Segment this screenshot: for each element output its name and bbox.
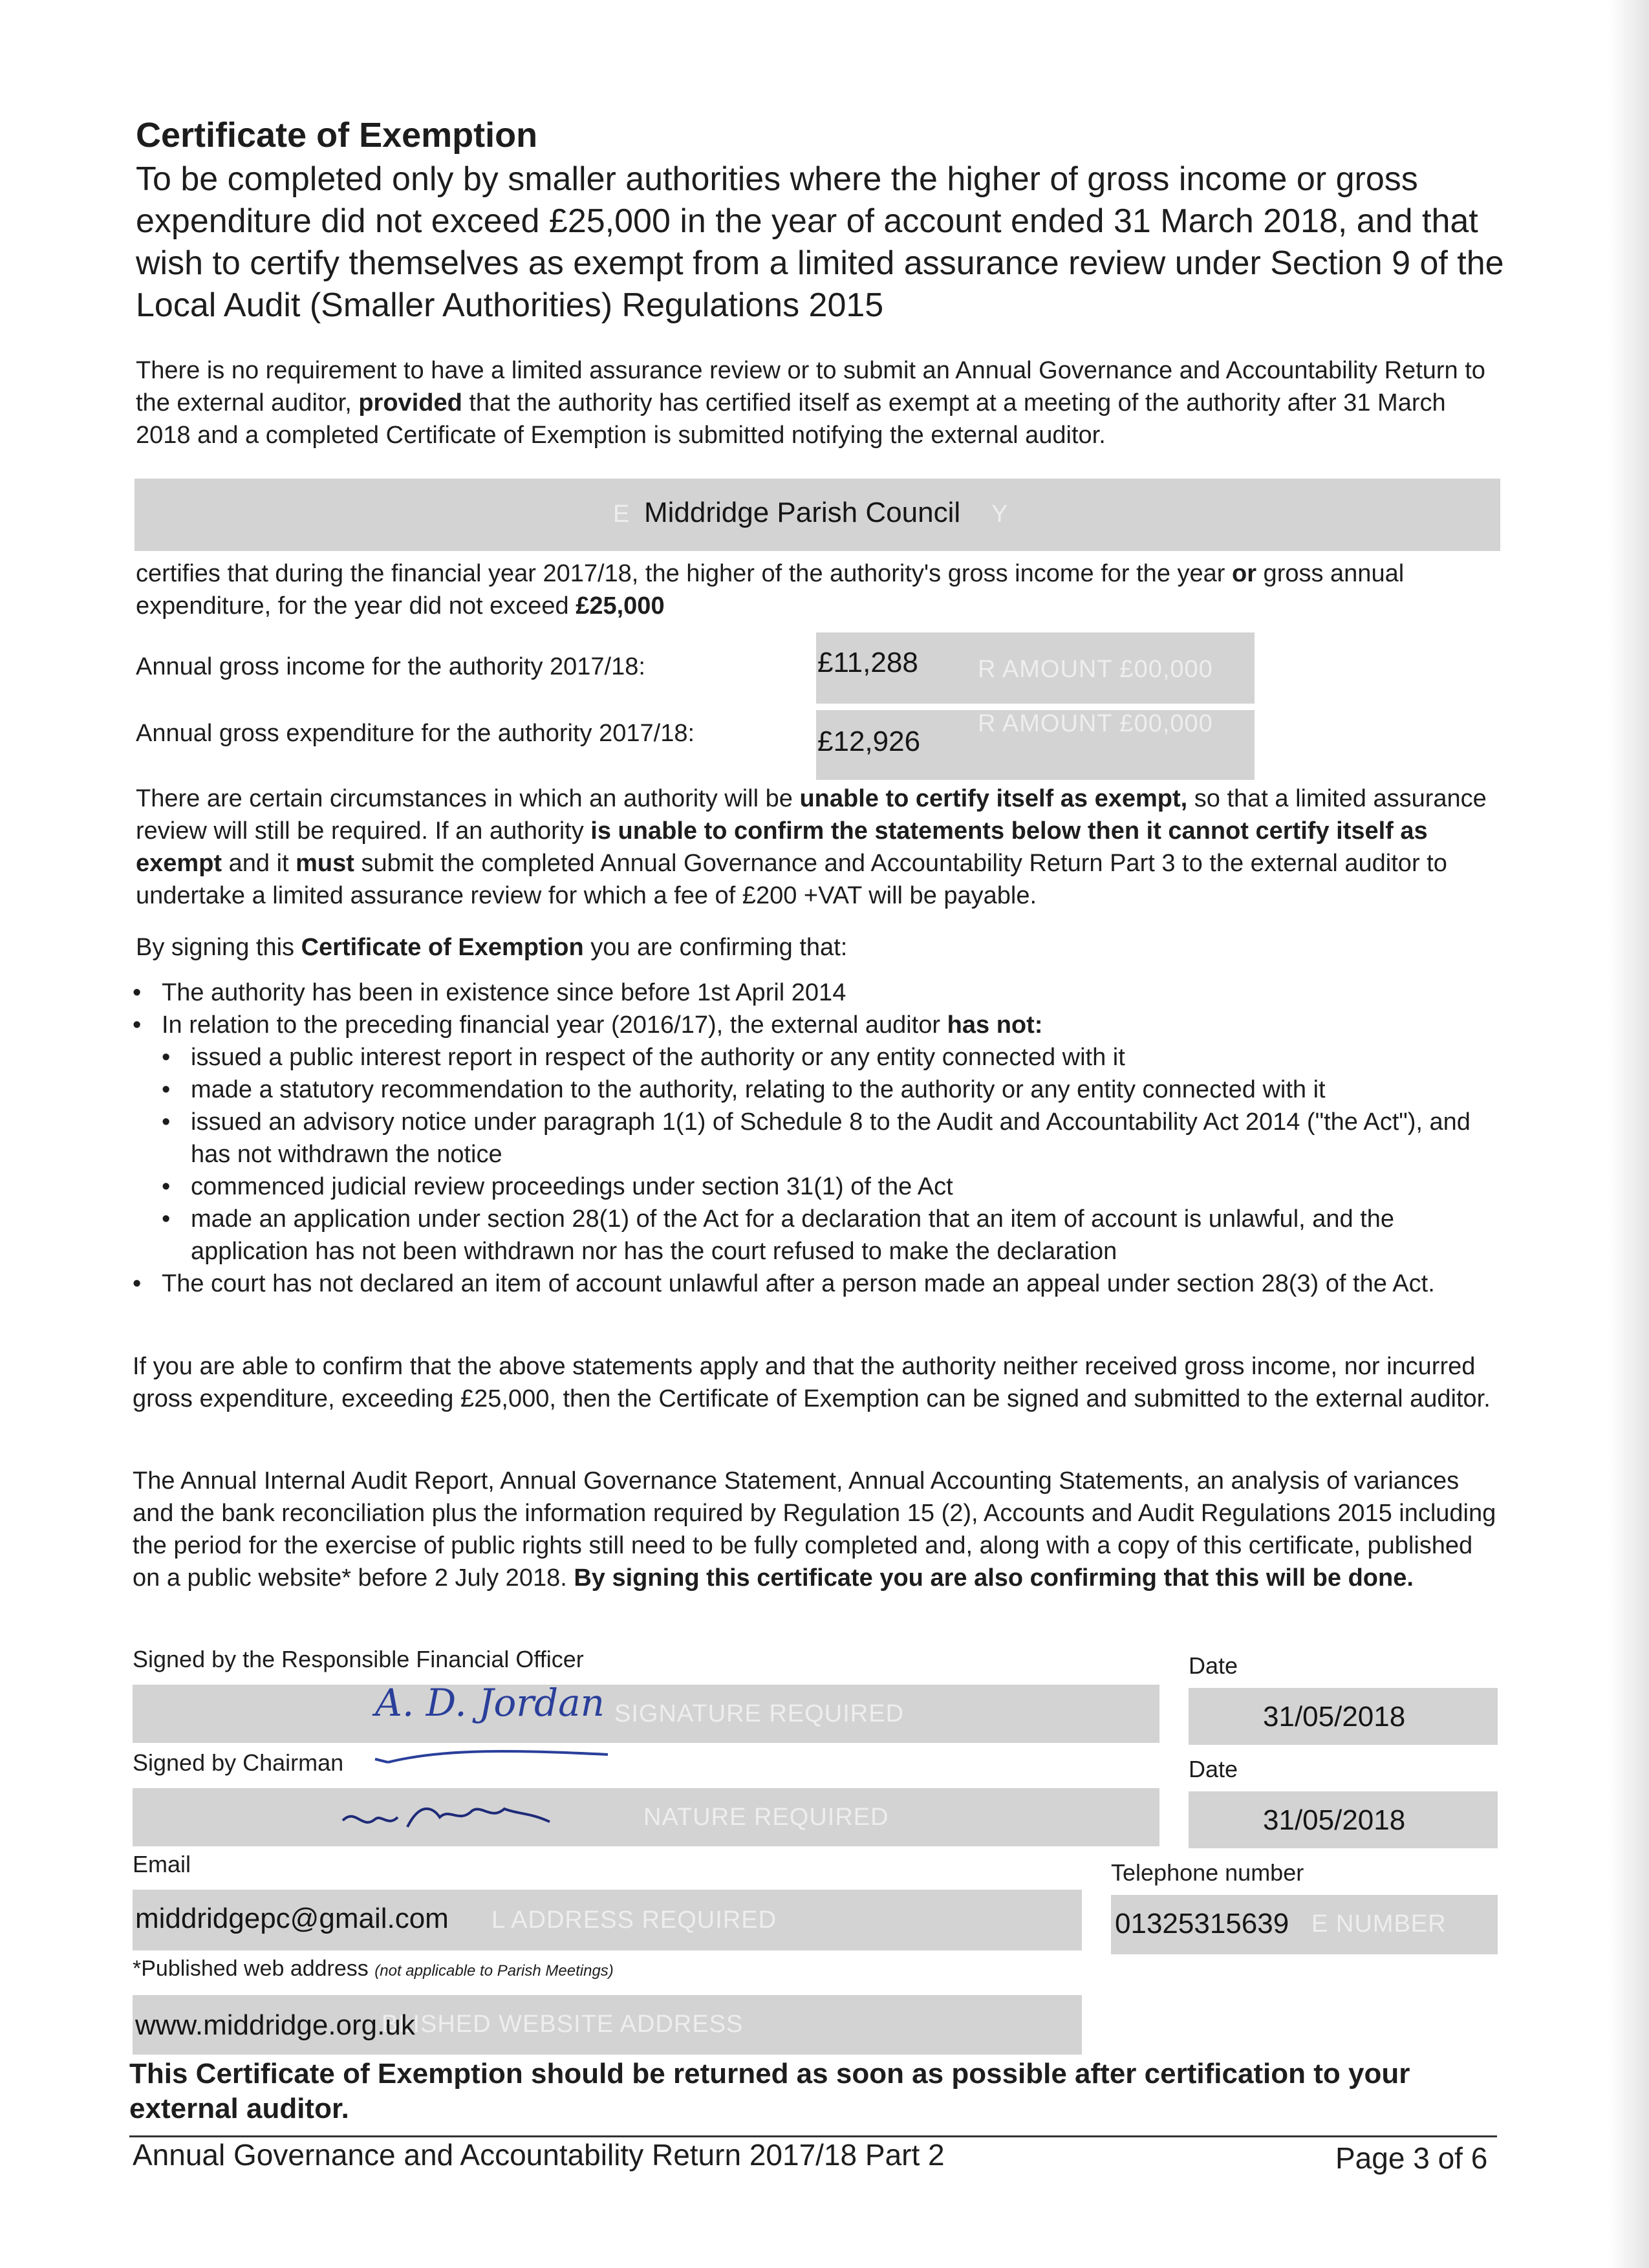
page-number: Page 3 of 6 <box>1335 2141 1488 2175</box>
scan-edge-shadow <box>1610 0 1649 2268</box>
telephone-placeholder: E NUMBER <box>1311 1910 1447 1938</box>
authority-placeholder-right: Y <box>991 501 1009 528</box>
footer-title: Annual Governance and Accountability Return 2017/18 Part 2 <box>133 2138 945 2172</box>
authority-name-field[interactable] <box>135 479 1500 551</box>
internal-audit-text: The Annual Internal Audit Report, Annual Governance Statement, Annual Accounting Statements, an analysis of variances and the bank reconciliation plus the information required by Regulation 15 (2), Accounts and Audit Regulations 2015 including the period for the exercise of public rights still need to be fully completed and, along with a copy of this certificate, published on a public website* before 2 July 2018. <box>133 1467 1496 1592</box>
expenditure-value: £12,926 <box>817 726 921 757</box>
income-label: Annual gross income for the authority 2017/18: <box>136 653 645 680</box>
sub-list-item: • made a statutory recommendation to the authority, relating to the authority or any entity connected with it <box>162 1074 1503 1106</box>
circumstances-text-3: and it <box>222 850 296 877</box>
email-field[interactable] <box>133 1890 1082 1950</box>
return-notice: This Certificate of Exemption should be returned as soon as possible after certification to your external auditor. <box>129 2058 1410 2124</box>
web-label <box>133 1956 614 1982</box>
telephone-field[interactable] <box>1111 1895 1498 1954</box>
chairman-date-value: 31/05/2018 <box>1263 1804 1406 1836</box>
internal-audit-bold: By signing this certificate you are also confirming that this will be done. <box>574 1564 1414 1592</box>
certifies-text-2: gross annual expenditure, for the year did not exceed <box>136 560 1405 620</box>
expenditure-placeholder: R AMOUNT £00,000 <box>978 710 1213 737</box>
circumstances-text-2: so that a limited assurance review will still be required. If an authority <box>136 785 1487 845</box>
certifies-bold-amount: £25,000 <box>576 592 665 620</box>
signing-text-1: By signing this <box>136 934 301 961</box>
web-address-placeholder: BLISHED WEBSITE ADDRESS <box>382 2011 744 2038</box>
list-item: • The authority has been in existence since before 1st April 2014 <box>133 977 1503 1009</box>
page-subtitle: To be completed only by smaller authorities where the higher of gross income or gross expenditure did not exceed £25,000 in the year of account ended 31 March 2018, and that wish to certify themselves as exempt from a limited assurance review under Section 9 of the Local Audit (Smaller Authorities) Regulations 2015 <box>136 160 1504 324</box>
chairman-date-field[interactable] <box>1189 1791 1498 1848</box>
sub-list-item: • issued an advisory notice under paragraph 1(1) of Schedule 8 to the Audit and Accountability Act 2014 ("the Act"), and has not withdrawn the notice <box>162 1106 1503 1171</box>
internal-audit-paragraph <box>133 1465 1503 1594</box>
signing-text-2: you are confirming that: <box>583 934 848 961</box>
list-item <box>133 1009 1503 1268</box>
page-title: Certificate of Exemption <box>136 116 538 155</box>
circumstances-paragraph <box>136 783 1507 912</box>
expenditure-field[interactable] <box>816 710 1255 780</box>
income-value: £11,288 <box>817 647 918 678</box>
intro-text-2: that the authority has certified itself as exempt at a meeting of the authority after 31 March 2018 and a completed Certificate of Exemption is submitted notifying the external auditor. <box>136 389 1446 449</box>
rfo-date-field[interactable] <box>1189 1688 1498 1745</box>
sub-list-item: • commenced judicial review proceedings under section 31(1) of the Act <box>162 1171 1503 1203</box>
intro-bold: provided <box>358 389 462 416</box>
circumstances-bold-2: is unable to confirm the statements below then it cannot certify itself as exempt <box>136 817 1428 877</box>
signing-paragraph <box>136 931 1507 964</box>
rfo-signature-field[interactable] <box>133 1685 1159 1743</box>
intro-text-1: There is no requirement to have a limited assurance review or to submit an Annual Governance and Accountability Return to the external auditor, <box>136 357 1485 416</box>
rfo-label: Signed by the Responsible Financial Officer <box>133 1646 584 1672</box>
sub-list-item: • issued a public interest report in respect of the authority or any entity connected with it <box>162 1041 1503 1074</box>
circumstances-text-1: There are certain circumstances in which an authority will be <box>136 785 800 812</box>
list-item: • The court has not declared an item of account unlawful after a person made an appeal under section 28(3) of the Act. <box>133 1268 1503 1300</box>
authority-placeholder-left: E <box>613 501 630 528</box>
income-field[interactable] <box>816 632 1255 704</box>
authority-name-value: Middridge Parish Council <box>644 497 961 528</box>
telephone-value: 01325315639 <box>1115 1908 1289 1939</box>
circumstances-text-4: submit the completed Annual Governance and Accountability Return Part 3 to the external auditor to undertake a limited assurance review for which a fee of £200 +VAT will be payable. <box>136 850 1447 909</box>
circumstances-bold-3: must <box>296 850 354 877</box>
list-item-text: In relation to the preceding financial year (2016/17), the external auditor <box>162 1011 947 1039</box>
web-address-field[interactable] <box>133 1995 1082 2055</box>
chairman-date-label: Date <box>1189 1756 1238 1782</box>
rfo-signature <box>362 1678 621 1775</box>
email-placeholder: L ADDRESS REQUIRED <box>491 1906 777 1934</box>
rfo-date-value: 31/05/2018 <box>1263 1701 1406 1733</box>
confirmation-list <box>133 977 1503 1300</box>
web-address-value: www.middridge.org.uk <box>135 2009 415 2041</box>
circumstances-bold-1: unable to certify itself as exempt, <box>799 785 1188 812</box>
web-label-text: *Published web address <box>133 1956 369 1981</box>
chairman-signature-placeholder: NATURE REQUIRED <box>643 1804 889 1831</box>
rfo-signature-placeholder: SIGNATURE REQUIRED <box>614 1700 905 1727</box>
certifies-bold-or: or <box>1232 560 1256 587</box>
email-value: middridgepc@gmail.com <box>135 1903 449 1934</box>
certifies-paragraph <box>136 557 1507 622</box>
web-label-note: (not applicable to Parish Meetings) <box>374 1962 614 1980</box>
rfo-date-label: Date <box>1189 1652 1238 1679</box>
certifies-text-1: certifies that during the financial year 2017/18, the higher of the authority's gross income for the year <box>136 560 1232 587</box>
telephone-label: Telephone number <box>1111 1859 1304 1886</box>
expenditure-label: Annual gross expenditure for the authority 2017/18: <box>136 720 695 747</box>
chairman-label: Signed by Chairman <box>133 1749 344 1776</box>
rfo-signature-text: A. D. Jordan <box>375 1681 605 1725</box>
income-placeholder: R AMOUNT £00,000 <box>978 656 1213 683</box>
intro-paragraph <box>136 354 1507 451</box>
list-item-bold: has not: <box>947 1011 1043 1039</box>
sub-list-item: • made an application under section 28(1) of the Act for a declaration that an item of account is unlawful, and the application has not been withdrawn nor has the court refused to make the declaration <box>162 1203 1503 1268</box>
chairman-signature-field[interactable] <box>133 1788 1159 1846</box>
chairman-signature <box>336 1782 556 1853</box>
confirm-paragraph: If you are able to confirm that the above statements apply and that the authority neither received gross income, nor incurred gross expenditure, exceeding £25,000, then the Certificate of Exemption can be signed and submitted to the external auditor. <box>133 1353 1491 1412</box>
signing-bold: Certificate of Exemption <box>301 934 584 961</box>
email-label: Email <box>133 1851 191 1877</box>
